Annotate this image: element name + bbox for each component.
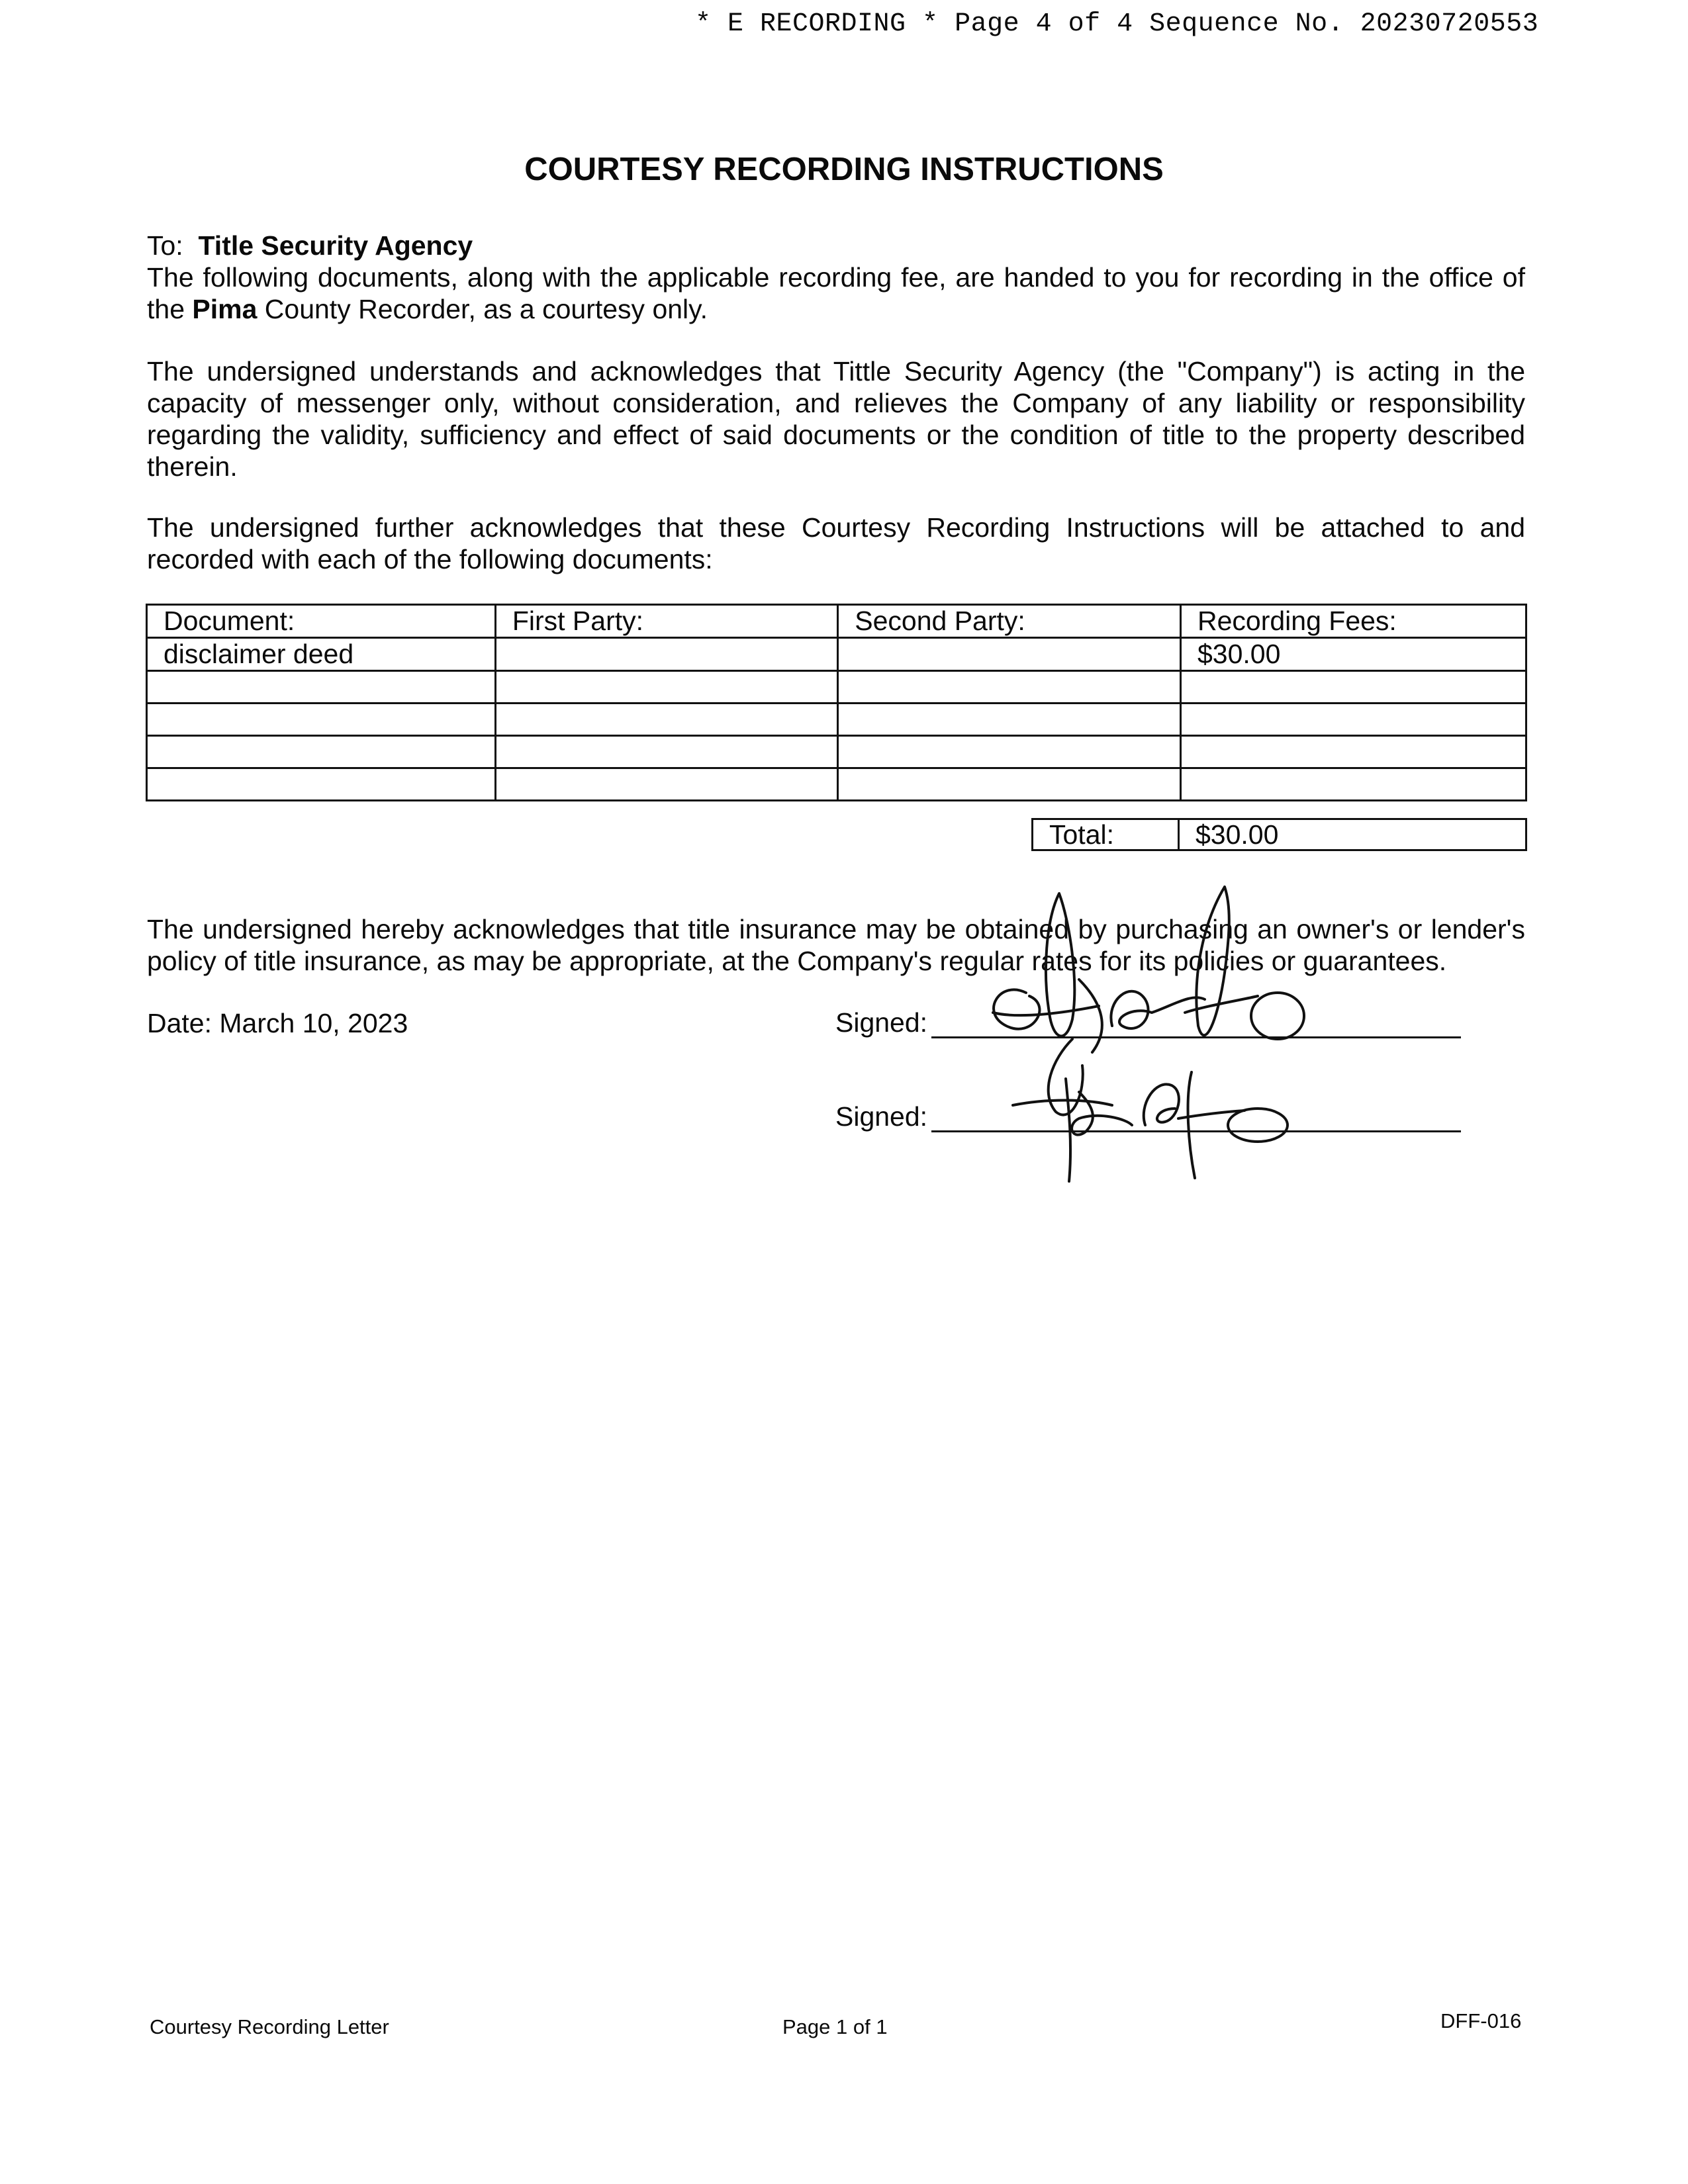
cell-fee <box>1181 671 1526 704</box>
cell-fee: $30.00 <box>1181 638 1526 671</box>
cell-document <box>147 704 496 736</box>
table-header-row <box>147 605 1526 638</box>
attachment-paragraph: The undersigned further acknowledges that these Courtesy Recording Instructions will be attached to and recorded with each of the following documents: <box>147 512 1525 574</box>
county-name: Pima <box>192 294 258 324</box>
header-document: Document: <box>147 605 496 638</box>
header-recording-fees: Recording Fees: <box>1181 605 1526 638</box>
cell-second-party <box>838 704 1181 736</box>
cell-second-party <box>838 736 1181 768</box>
total-box <box>1031 818 1527 851</box>
intro-paragraph <box>147 261 1525 325</box>
table-row <box>147 671 1526 704</box>
signed-label: Signed: <box>835 1101 928 1132</box>
header-first-party: First Party: <box>495 605 837 638</box>
total-label: Total: <box>1031 818 1178 851</box>
intro-text-b: County Recorder, as a courtesy only. <box>257 294 708 324</box>
page-title: COURTESY RECORDING INSTRUCTIONS <box>524 152 1164 187</box>
cell-first-party <box>495 671 837 704</box>
cell-document <box>147 768 496 801</box>
signed-label: Signed: <box>835 1007 928 1038</box>
table-row <box>147 768 1526 801</box>
total-value: $30.00 <box>1178 818 1527 851</box>
to-prefix: To: <box>147 230 183 261</box>
footer-form-name: Courtesy Recording Letter <box>150 2015 389 2038</box>
cell-fee <box>1181 736 1526 768</box>
cell-document <box>147 671 496 704</box>
cell-document: disclaimer deed <box>147 638 496 671</box>
footer-form-code: DFF-016 <box>1440 2009 1522 2032</box>
cell-fee <box>1181 704 1526 736</box>
cell-first-party <box>495 704 837 736</box>
cell-second-party <box>838 768 1181 801</box>
liability-paragraph: The undersigned understands and acknowledges that Tittle Security Agency (the "Company") is acting in the capacity of messenger only, without consideration, and relieves the Company of any liability or responsibility regarding the validity, sufficiency and effect of said documents or the condition of title to the property described therein. <box>147 356 1525 482</box>
cell-first-party <box>495 768 837 801</box>
handwritten-signature <box>914 880 1350 1185</box>
header-second-party: Second Party: <box>838 605 1181 638</box>
table-row <box>147 638 1526 671</box>
cell-document <box>147 736 496 768</box>
cell-first-party <box>495 638 837 671</box>
addressee-name: Title Security Agency <box>198 230 473 261</box>
footer-page-number: Page 1 of 1 <box>782 2015 888 2038</box>
cell-second-party <box>838 638 1181 671</box>
addressee-line <box>147 230 473 261</box>
cell-fee <box>1181 768 1526 801</box>
table-row <box>147 704 1526 736</box>
cell-second-party <box>838 671 1181 704</box>
documents-table <box>146 604 1527 801</box>
cell-first-party <box>495 736 837 768</box>
recording-stamp: * E RECORDING * Page 4 of 4 Sequence No. 20230720553 <box>695 9 1539 39</box>
date-line: Date: March 10, 2023 <box>147 1008 408 1038</box>
intro-text-a: The following documents, along with the applicable recording fee, are handed to you for recording in the office of the <box>147 262 1525 324</box>
table-row <box>147 736 1526 768</box>
title-insurance-paragraph: The undersigned hereby acknowledges that title insurance may be obtained by purchasing an owner's or lender's policy of title insurance, as may be appropriate, at the Company's regular rates for its policies or guarantees. <box>147 914 1525 976</box>
